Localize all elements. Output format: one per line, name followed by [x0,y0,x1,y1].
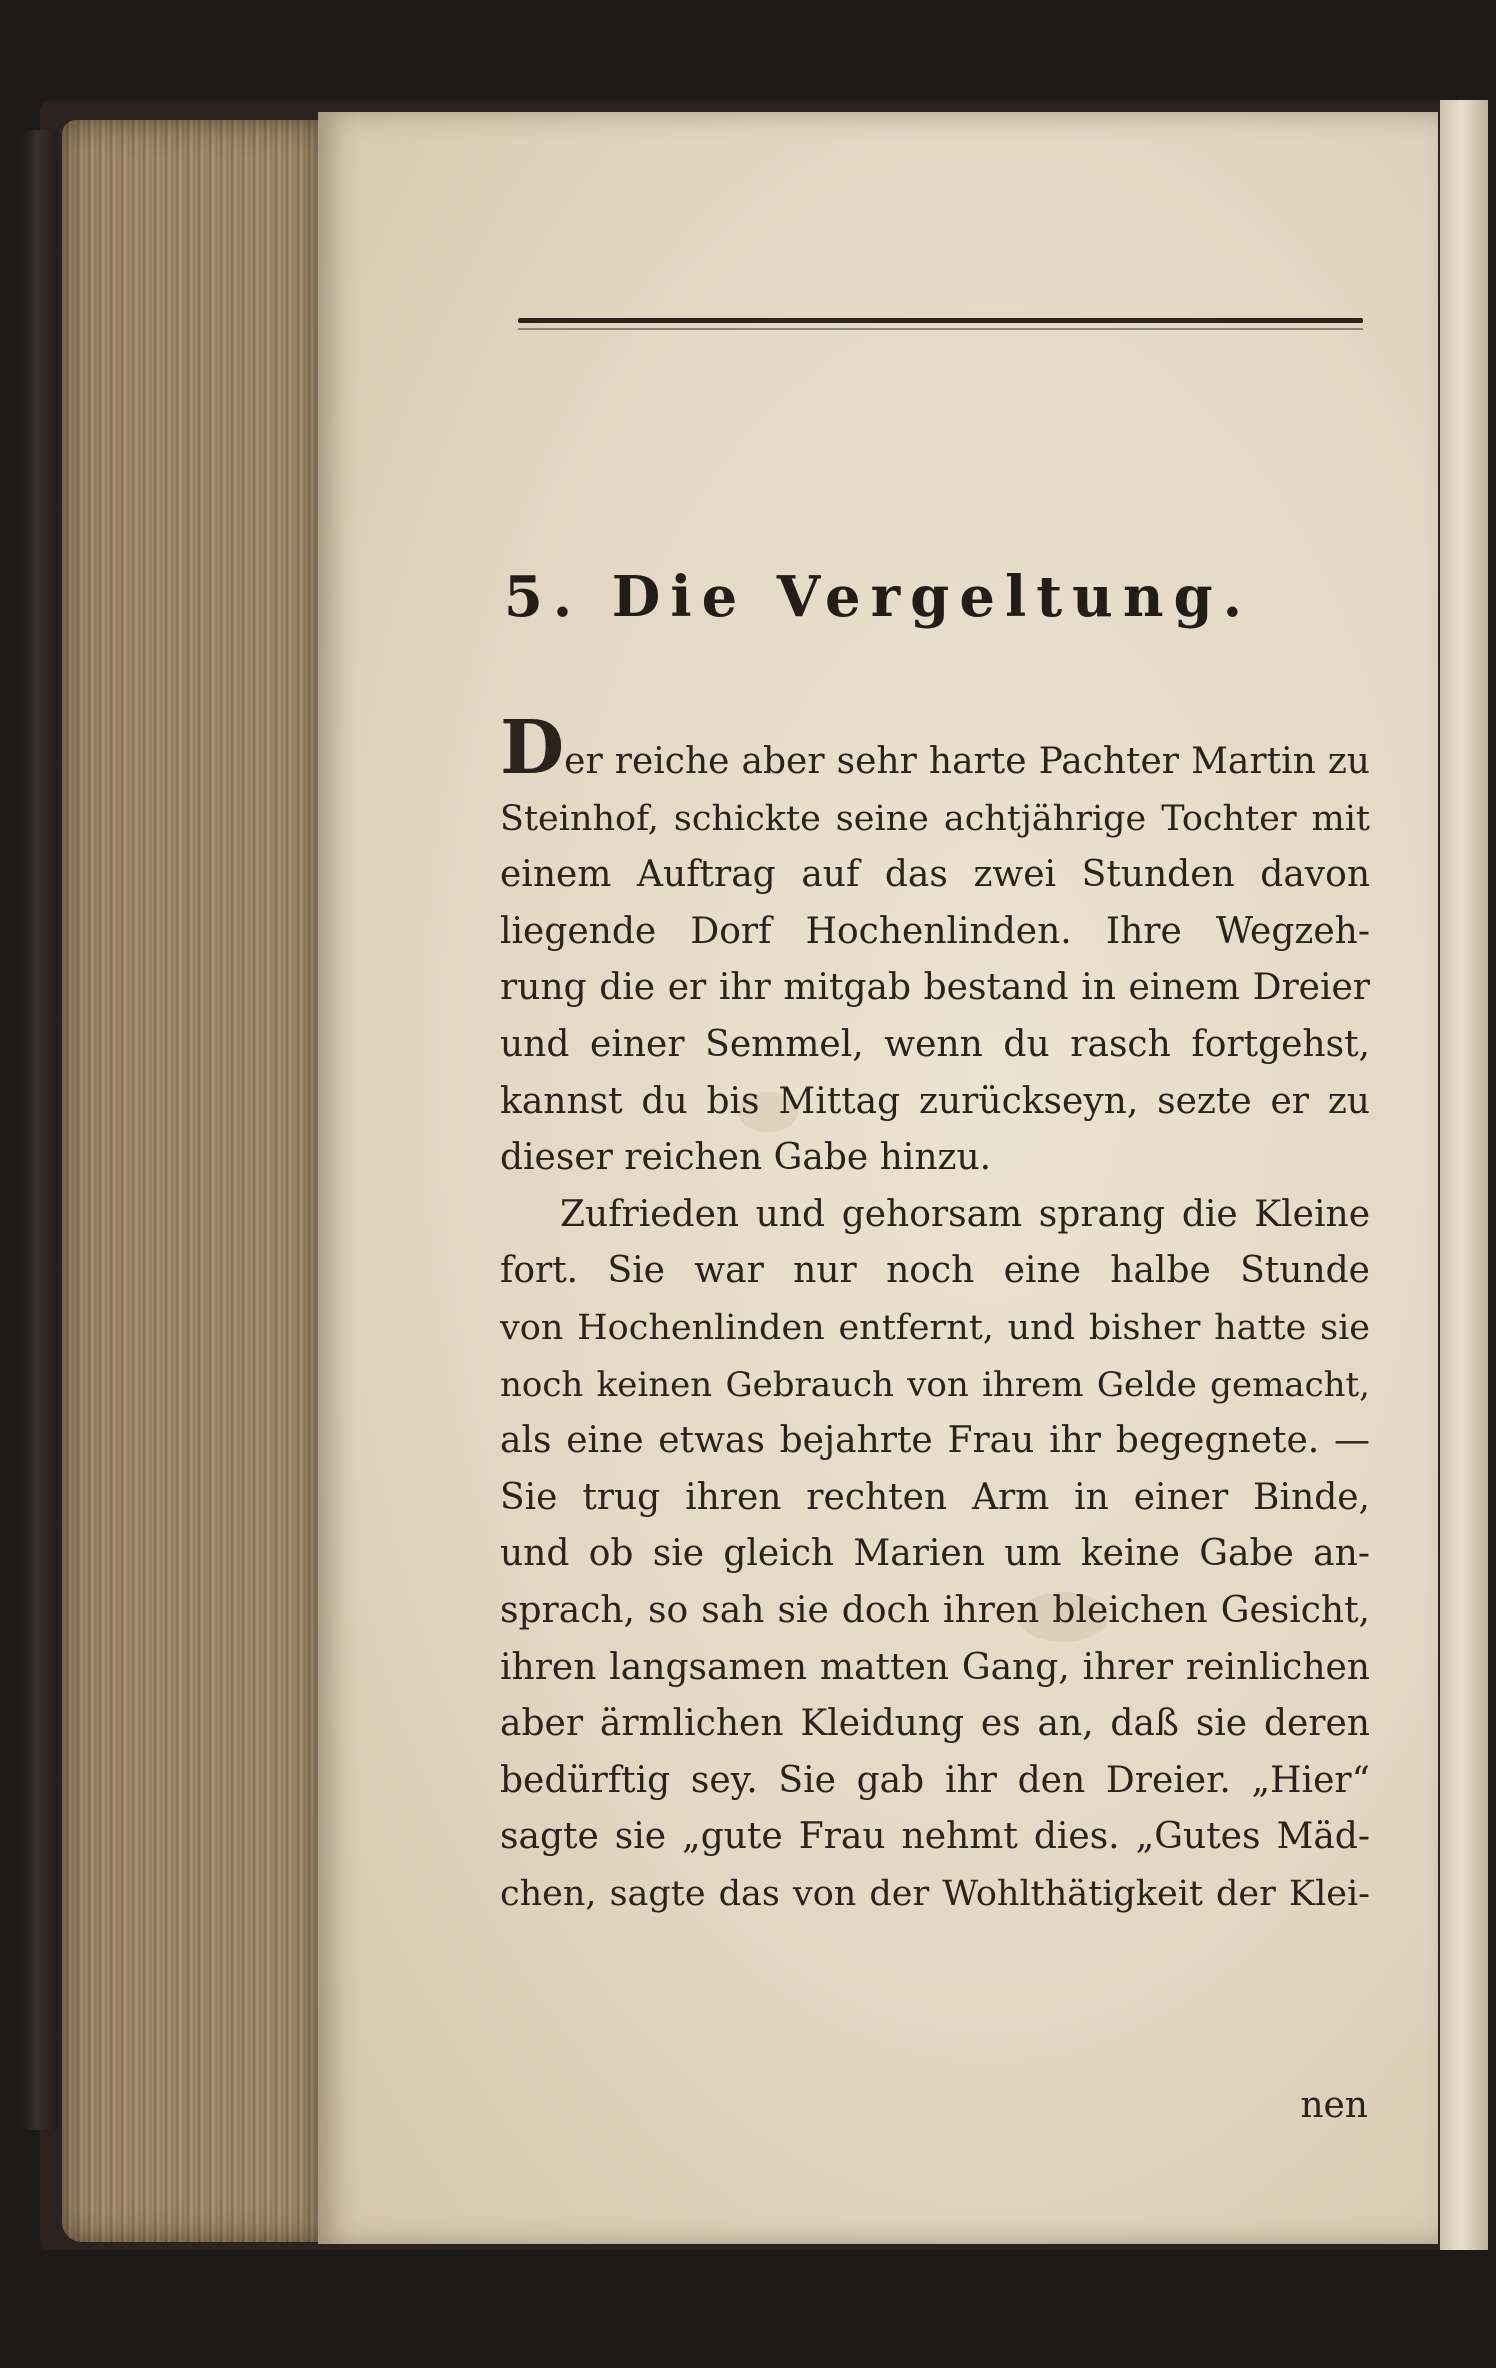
text-line: Steinhof, schickte seine achtjährige Tochter mit [500,798,1370,839]
text-line: und ob sie gleich Marien um keine Gabe an- [500,1533,1370,1575]
text-line: als eine etwas bejahrte Frau ihr begegnete. — [500,1420,1370,1462]
paragraph-2 [500,1187,1370,1923]
text-line: einem Auftrag auf das zwei Stunden davon [500,854,1370,896]
text-line: sprach, so sah sie doch ihren bleichen Gesicht, [500,1589,1370,1631]
text-line: dieser reichen Gabe hinzu. [500,1137,992,1179]
page-block-edges [62,120,322,2242]
text-line: bedürftig sey. Sie gab ihr den Dreier. „Hier“ [500,1759,1370,1801]
book-cover-edge [18,130,58,2130]
text-line: von Hochenlinden entfernt, und bisher hatte sie [500,1307,1370,1348]
paragraph-1 [500,705,1370,1187]
chapter-heading: 5. Die Vergeltung. [503,564,1253,630]
opposite-page-edge [1440,100,1488,2250]
text-line: rung die er ihr mitgab bestand in einem Dreier [500,967,1370,1009]
text-line: Der reiche aber sehr harte Pachter Martin zu [500,705,1370,791]
text-line: sagte sie „gute Frau nehmt dies. „Gutes Mäd- [500,1816,1370,1858]
header-rule [518,318,1363,323]
catchword: nen [1300,2085,1368,2126]
text-line: noch keinen Gebrauch von ihrem Gelde gemacht, [500,1364,1370,1405]
text-line: ihren langsamen matten Gang, ihrer reinlichen [500,1646,1370,1688]
text-line: liegende Dorf Hochenlinden. Ihre Wegzeh- [500,910,1370,952]
text-line: Sie trug ihren rechten Arm in einer Binde, [500,1476,1370,1518]
text-line: fort. Sie war nur noch eine halbe Stunde [500,1250,1370,1292]
text-line: kannst du bis Mittag zurückseyn, sezte er zu [500,1080,1370,1122]
book-page [318,112,1438,2244]
text-line: und einer Semmel, wenn du rasch fortgehst, [500,1023,1370,1065]
text-line: aber ärmlichen Kleidung es an, daß sie deren [500,1703,1370,1745]
body-text [500,705,1370,1922]
drop-cap: D [500,705,565,791]
text-line: chen, sagte das von der Wohlthätigkeit der Klei- [500,1873,1370,1914]
text-line: Zufrieden und gehorsam sprang die Kleine [560,1193,1370,1235]
header-rule-thin [518,328,1363,330]
